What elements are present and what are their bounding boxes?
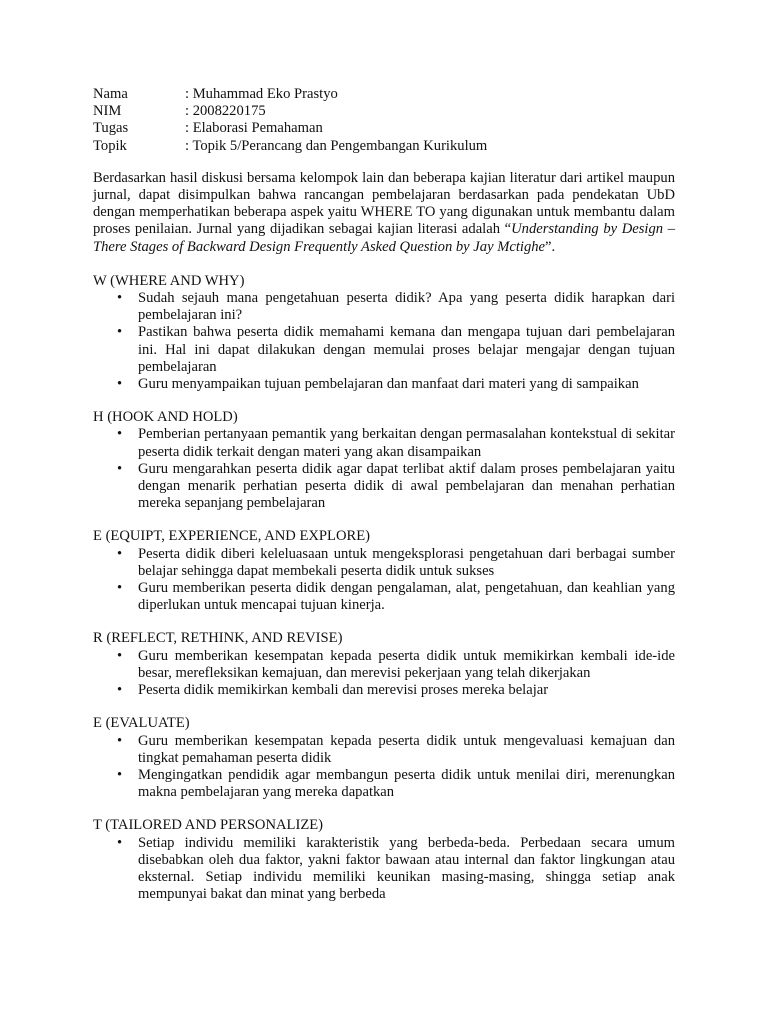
meta-value: : 2008220175 — [185, 103, 266, 120]
list-item — [93, 290, 675, 324]
bullet-list — [93, 290, 675, 393]
meta-value: : Muhammad Eko Prastyo — [185, 86, 338, 102]
list-item — [93, 580, 675, 614]
bullet-icon: • — [117, 766, 123, 783]
section-evaluate — [93, 715, 675, 801]
section-hook-and-hold — [93, 409, 675, 512]
list-item — [93, 426, 675, 460]
meta-label: Nama — [93, 86, 128, 102]
list-item-text: Mengingatkan pendidik agar membangun peserta didik untuk menilai diri, merenungkan makna pembelajaran yang mereka dapatkan — [138, 766, 675, 801]
list-item-text: Peserta didik diberi keleluasaan untuk mengeksplorasi pengetahuan dari berbagai sumber belajar sehingga dapat membekali peserta didik untuk sukses — [138, 545, 675, 579]
intro-close-quote: ”. — [545, 238, 556, 255]
intro-journal-title: Understanding by Design – There Stages of Backward Design Frequently Asked Question by Jay Mctighe — [93, 221, 675, 255]
meta-row-name — [93, 86, 675, 103]
bullet-icon: • — [117, 376, 123, 393]
section-reflect-rethink-revise — [93, 630, 675, 699]
bullet-list — [93, 426, 675, 512]
meta-value: : Elaborasi Pemahaman — [185, 120, 323, 137]
list-item-text: Setiap individu memiliki karakteristik yang berbeda-beda. Perbedaan secara umum disebabkan oleh dua faktor, yakni faktor bawaan atau internal dan faktor lingkungan atau eksternal. Setiap individu memiliki keunikan masing-masing, shingga setiap anak mempunyai bakat dan minat yang berbeda — [138, 834, 675, 903]
list-item-text: Sudah sejauh mana pengetahuan peserta didik? Apa yang peserta didik harapkan dari pembelajaran ini? — [138, 290, 675, 324]
bullet-icon: • — [117, 460, 123, 477]
meta-row-task — [93, 120, 675, 137]
bullet-icon: • — [117, 647, 123, 664]
bullet-list — [93, 546, 675, 615]
section-title: T (TAILORED AND PERSONALIZE) — [93, 817, 324, 834]
intro-text: Berdasarkan hasil diskusi bersama kelompok lain dan beberapa kajian literatur dari artikel maupun jurnal, dapat disimpulkan bahwa rancangan pembelajaran berdasarkan pada pendekatan UbD dengan memperhatikan beberapa aspek yaitu WHERE TO yang digunakan untuk membantu dalam proses penilaian. Jurnal yang dijadikan sebagai kajian literasi adalah — [93, 169, 675, 238]
bullet-icon: • — [117, 580, 123, 597]
list-item — [93, 376, 675, 393]
list-item-text: Guru menyampaikan tujuan pembelajaran dan manfaat dari materi yang di sampaikan — [138, 376, 639, 393]
bullet-icon: • — [117, 545, 123, 562]
bullet-list — [93, 733, 675, 802]
section-tailored-and-personalize — [93, 817, 675, 903]
meta-value: : Topik 5/Perancang dan Pengembangan Kurikulum — [185, 137, 488, 154]
bullet-icon: • — [117, 290, 123, 307]
list-item — [93, 546, 675, 580]
list-item-text: Peserta didik memikirkan kembali dan merevisi proses mereka belajar — [138, 682, 549, 699]
list-item — [93, 682, 675, 699]
bullet-icon: • — [117, 324, 123, 341]
list-item-text: Pemberian pertanyaan pemantik yang berkaitan dengan permasalahan kontekstual di sekitar peserta didik terkait dengan materi yang akan disampaikan — [138, 426, 675, 460]
list-item-text: Guru mengarahkan peserta didik agar dapat terlibat aktif dalam proses pembelajaran yaitu dengan menarik perhatian peserta didik di awal pembelajaran dan menahan perhatian mereka sepanjang pembelajaran — [138, 460, 675, 512]
list-item-text: Pastikan bahwa peserta didik memahami kemana dan mengapa tujuan dari pembelajaran ini. Hal ini dapat dilakukan dengan memulai proses belajar mengajar dengan tujuan pembelajaran — [138, 324, 675, 375]
bullet-icon: • — [117, 732, 123, 749]
section-equipt-experience-explore — [93, 528, 675, 614]
section-title: H (HOOK AND HOLD) — [93, 409, 238, 426]
bullet-list — [93, 835, 675, 904]
section-title: E (EVALUATE) — [93, 715, 190, 732]
bullet-icon: • — [117, 426, 123, 443]
meta-label: NIM — [93, 103, 122, 120]
intro-paragraph — [93, 170, 675, 256]
section-title: W (WHERE AND WHY) — [93, 272, 245, 289]
bullet-list — [93, 648, 675, 700]
intro-open-quote: “ — [504, 221, 512, 238]
student-info — [93, 86, 675, 155]
section-where-and-why — [93, 273, 675, 393]
meta-row-topic — [93, 138, 675, 155]
bullet-icon: • — [117, 834, 123, 851]
section-title: R (REFLECT, RETHINK, AND REVISE) — [93, 630, 343, 647]
list-item — [93, 767, 675, 801]
list-item — [93, 733, 675, 767]
list-item — [93, 835, 675, 904]
list-item — [93, 461, 675, 513]
list-item — [93, 648, 675, 682]
meta-row-nim — [93, 103, 675, 120]
list-item — [93, 324, 675, 376]
meta-label: Topik — [93, 137, 127, 154]
list-item-text: Guru memberikan peserta didik dengan pengalaman, alat, pengetahuan, dan keahlian yang diperlukan untuk mencapai tujuan kinerja. — [138, 580, 675, 614]
list-item-text: Guru memberikan kesempatan kepada peserta didik untuk memikirkan kembali ide-ide besar, merefleksikan kemajuan, dan merevisi pekerjaan yang telah dikerjakan — [138, 647, 675, 681]
meta-label: Tugas — [93, 120, 129, 137]
list-item-text: Guru memberikan kesempatan kepada peserta didik untuk mengevaluasi kemajuan dan tingkat pemahaman peserta didik — [138, 732, 675, 766]
bullet-icon: • — [117, 682, 123, 699]
section-title: E (EQUIPT, EXPERIENCE, AND EXPLORE) — [93, 528, 370, 545]
